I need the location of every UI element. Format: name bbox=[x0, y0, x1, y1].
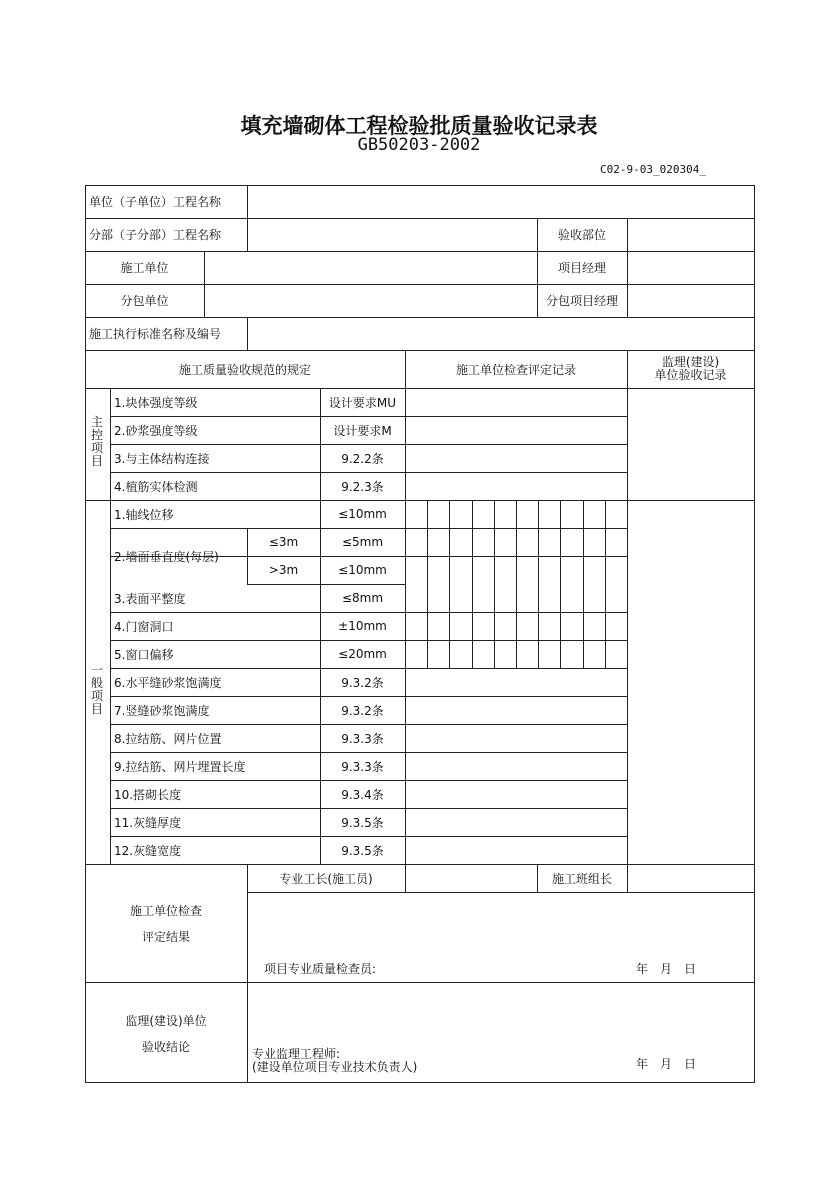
main-item-name: 3.与主体结构连接 bbox=[114, 451, 210, 466]
general-item-name: 3.表面平整度 bbox=[114, 591, 186, 606]
header-supervision-line2: 单位验收记录 bbox=[654, 368, 727, 382]
label-construction-unit: 施工单位 bbox=[120, 261, 169, 275]
grid-line-h bbox=[85, 982, 755, 983]
engineer-line2: (建设单位项目专业技术负责人) bbox=[252, 1060, 418, 1074]
label-foreman: 专业工长(施工员) bbox=[279, 871, 373, 886]
label-sub-project: 分部（子分部）工程名称 bbox=[89, 228, 222, 242]
main-item-requirement: 9.2.2条 bbox=[341, 451, 384, 466]
label-project-manager: 项目经理 bbox=[557, 261, 606, 275]
label-team-leader: 施工班组长 bbox=[551, 871, 612, 886]
general-item-name: 10.搭砌长度 bbox=[114, 787, 182, 802]
general-item-requirement: 9.3.3条 bbox=[341, 759, 384, 774]
general-item-name: 8.拉结筋、网片位置 bbox=[114, 731, 222, 746]
general-item-requirement: 9.3.3条 bbox=[341, 731, 384, 746]
general-item-name: 9.拉结筋、网片埋置长度 bbox=[114, 759, 246, 774]
header-check-record: 施工单位检查评定记录 bbox=[455, 362, 576, 377]
check-result-line2: 评定结果 bbox=[141, 929, 190, 944]
main-items-label: 主 控 项 目 bbox=[90, 415, 103, 468]
header-spec: 施工质量验收规范的规定 bbox=[178, 362, 311, 377]
field-unit-project[interactable] bbox=[248, 186, 753, 217]
general-item-name: 5.窗口偏移 bbox=[114, 647, 174, 662]
field-check-result[interactable] bbox=[248, 893, 753, 953]
engineer-label bbox=[248, 1048, 417, 1078]
date-inspector: 年 月 日 bbox=[636, 961, 697, 976]
field-acceptance-part[interactable] bbox=[628, 219, 753, 250]
field-construction-unit[interactable] bbox=[205, 252, 536, 283]
general-item-condition: >3m bbox=[268, 563, 299, 577]
main-item-requirement: 9.2.3条 bbox=[341, 479, 384, 494]
form-title: 填充墙砌体工程检验批质量验收记录表 bbox=[240, 114, 598, 138]
field-foreman[interactable] bbox=[406, 865, 536, 891]
supervision-line1: 监理(建设)单位 bbox=[125, 1013, 207, 1028]
grid-line-v bbox=[605, 500, 606, 669]
grid-line-v bbox=[472, 500, 473, 669]
date-supervision: 年 月 日 bbox=[636, 1056, 697, 1071]
engineer-line1: 专业监理工程师: bbox=[252, 1047, 341, 1061]
grid-line-v bbox=[449, 500, 450, 669]
grid-line-v bbox=[560, 500, 561, 669]
general-item-name: 12.灰缝宽度 bbox=[114, 843, 182, 858]
field-supervision-conclusion[interactable] bbox=[248, 984, 753, 1044]
grid-line-v bbox=[494, 500, 495, 669]
general-item-requirement: ±10mm bbox=[338, 619, 387, 633]
label-subcontract-manager: 分包项目经理 bbox=[545, 294, 618, 308]
label-standard-name: 施工执行标准名称及编号 bbox=[89, 327, 222, 341]
general-item-requirement: 9.3.5条 bbox=[341, 843, 384, 858]
grid-line-v bbox=[627, 350, 628, 865]
field-subcontract-unit[interactable] bbox=[205, 285, 536, 316]
supervision-line2: 验收结论 bbox=[141, 1039, 190, 1054]
grid-line-v bbox=[754, 185, 755, 1083]
main-item-requirement: 设计要求MU bbox=[328, 395, 397, 410]
general-item-requirement: 9.3.2条 bbox=[341, 703, 384, 718]
grid-line-v bbox=[583, 500, 584, 669]
general-item-name: 6.水平缝砂浆饱满度 bbox=[114, 675, 222, 690]
label-acceptance-part: 验收部位 bbox=[557, 228, 606, 242]
general-item-requirement: 9.3.5条 bbox=[341, 815, 384, 830]
general-item-requirement: ≤20mm bbox=[338, 647, 387, 661]
general-item-name: 7.竖缝砂浆饱满度 bbox=[114, 703, 210, 718]
field-project-manager[interactable] bbox=[628, 252, 753, 283]
main-item-check-field[interactable] bbox=[406, 473, 626, 499]
standard-code: GB50203-2002 bbox=[357, 135, 481, 155]
main-item-check-field[interactable] bbox=[406, 417, 626, 443]
field-sub-project[interactable] bbox=[248, 219, 536, 250]
label-inspector: 项目专业质量检查员: bbox=[264, 961, 377, 976]
general-item-name: 2.墙面垂直度(每层) bbox=[114, 549, 219, 564]
field-team-leader[interactable] bbox=[628, 865, 753, 891]
main-item-name: 2.砂浆强度等级 bbox=[114, 423, 198, 438]
check-result-line1: 施工单位检查 bbox=[129, 903, 202, 918]
label-subcontract-unit: 分包单位 bbox=[120, 294, 169, 308]
form-code: C02-9-03_020304_ bbox=[600, 163, 706, 176]
general-item-name: 1.轴线位移 bbox=[114, 507, 174, 522]
general-item-requirement: ≤8mm bbox=[341, 591, 384, 605]
grid-line-h bbox=[85, 1082, 755, 1083]
grid-line-v bbox=[427, 500, 428, 669]
general-item-requirement: ≤10mm bbox=[338, 507, 387, 521]
field-standard-name[interactable] bbox=[248, 318, 753, 349]
general-items-label: 一 般 项 目 bbox=[90, 663, 103, 716]
label-unit-project: 单位（子单位）工程名称 bbox=[89, 195, 222, 209]
main-item-check-field[interactable] bbox=[406, 445, 626, 471]
main-item-requirement: 设计要求M bbox=[333, 423, 392, 438]
grid-line-v bbox=[516, 500, 517, 669]
grid-line-v bbox=[538, 500, 539, 669]
main-item-name: 1.块体强度等级 bbox=[114, 395, 198, 410]
general-item-requirement: ≤10mm bbox=[338, 563, 387, 577]
main-item-check-field[interactable] bbox=[406, 389, 626, 415]
header-supervision-record bbox=[627, 350, 754, 388]
main-item-name: 4.植筋实体检测 bbox=[114, 479, 198, 494]
general-item-name: 4.门窗洞口 bbox=[114, 619, 174, 634]
header-supervision-line1: 监理(建设) bbox=[661, 355, 720, 369]
general-item-condition: ≤3m bbox=[268, 535, 299, 549]
field-subcontract-manager[interactable] bbox=[628, 285, 753, 316]
general-item-requirement: 9.3.2条 bbox=[341, 675, 384, 690]
general-item-requirement: ≤5mm bbox=[341, 535, 384, 549]
general-item-name: 11.灰缝厚度 bbox=[114, 815, 182, 830]
general-item-requirement: 9.3.4条 bbox=[341, 787, 384, 802]
